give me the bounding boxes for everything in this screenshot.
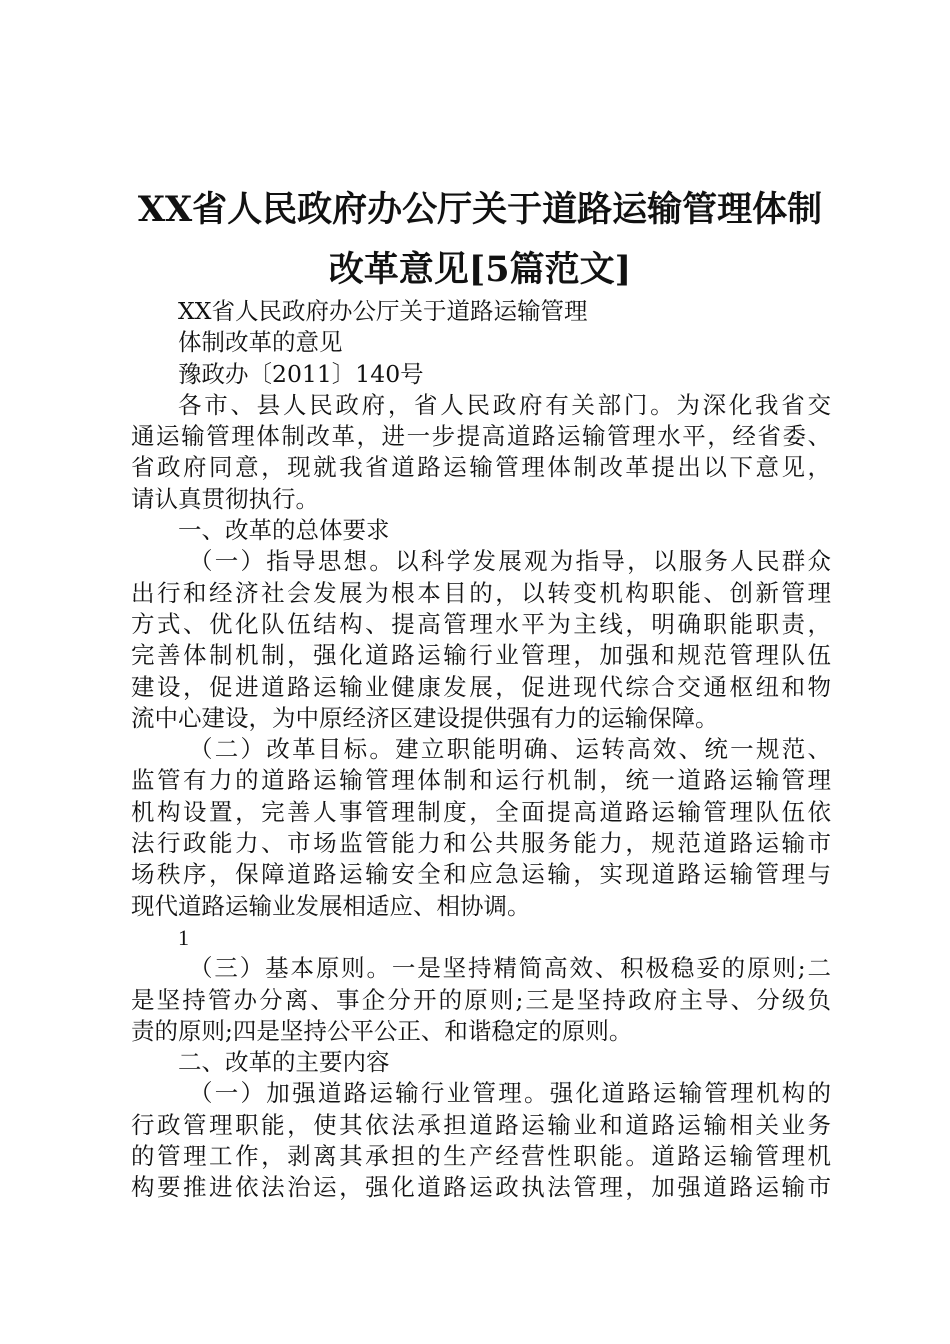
text-line: 体制改革的意见: [178, 328, 343, 357]
text-line: 出行和经济社会发展为根本目的，以转变机构职能、创新管理: [131, 578, 831, 607]
text-line: （一）加强道路运输行业管理。强化道路运输管理机构的: [189, 1079, 831, 1108]
text-line: 构要推进依法治运，强化道路运政执法管理，加强道路运输市: [131, 1173, 831, 1202]
text-line: （三）基本原则。一是坚持精简高效、积极稳妥的原则;二: [189, 954, 831, 983]
section-heading: 一、改革的总体要求: [178, 516, 390, 545]
text-line: 流中心建设，为中原经济区建设提供强有力的运输保障。: [131, 703, 719, 732]
text-line: （二）改革目标。建立职能明确、运转高效、统一规范、: [189, 735, 831, 764]
text-line: 完善体制机制，强化道路运输行业管理，加强和规范管理队伍: [131, 641, 831, 670]
section-heading: 二、改革的主要内容: [178, 1048, 390, 1077]
text-line: XX省人民政府办公厅关于道路运输管理: [178, 297, 588, 325]
document-body: [131, 296, 831, 1204]
text-line: 省政府同意，现就我省道路运输管理体制改革提出以下意见，: [131, 453, 831, 482]
text-line: 现代道路运输业发展相适应、相协调。: [131, 891, 531, 920]
text-line: 机构设置，完善人事管理制度，全面提高道路运输管理队伍依: [131, 797, 831, 826]
text-line: 行政管理职能，使其依法承担道路运输业和道路运输相关业务: [131, 1110, 831, 1139]
document-title-line-1: XX省人民政府办公厅关于道路运输管理体制: [137, 189, 823, 230]
page-number: 1: [178, 924, 189, 950]
text-line: 豫政办〔2011〕140号: [178, 359, 424, 388]
text-line: 通运输管理体制改革，进一步提高道路运输管理水平，经省委、: [131, 422, 831, 451]
text-line: （一）指导思想。以科学发展观为指导，以服务人民群众: [189, 547, 831, 576]
text-line: 法行政能力、市场监管能力和公共服务能力，规范道路运输市: [131, 829, 831, 858]
text-line: 请认真贯彻执行。: [131, 484, 319, 513]
text-line: 各市、县人民政府，省人民政府有关部门。为深化我省交: [178, 390, 831, 419]
text-line: 场秩序，保障道路运输安全和应急运输，实现道路运输管理与: [131, 860, 831, 889]
text-line: 监管有力的道路运输管理体制和运行机制，统一道路运输管理: [131, 766, 831, 795]
text-line: 是坚持管办分离、事企分开的原则;三是坚持政府主导、分级负: [131, 985, 831, 1014]
text-line: 的管理工作，剥离其承担的生产经营性职能。道路运输管理机: [131, 1142, 831, 1171]
text-line: 方式、优化队伍结构、提高管理水平为主线，明确职能职责，: [131, 609, 831, 638]
text-line: 建设，促进道路运输业健康发展，促进现代综合交通枢纽和物: [131, 672, 831, 701]
document-title-line-2: 改革意见[5篇范文]: [328, 249, 632, 290]
text-line: 责的原则;四是坚持公平公正、和谐稳定的原则。: [131, 1016, 633, 1045]
